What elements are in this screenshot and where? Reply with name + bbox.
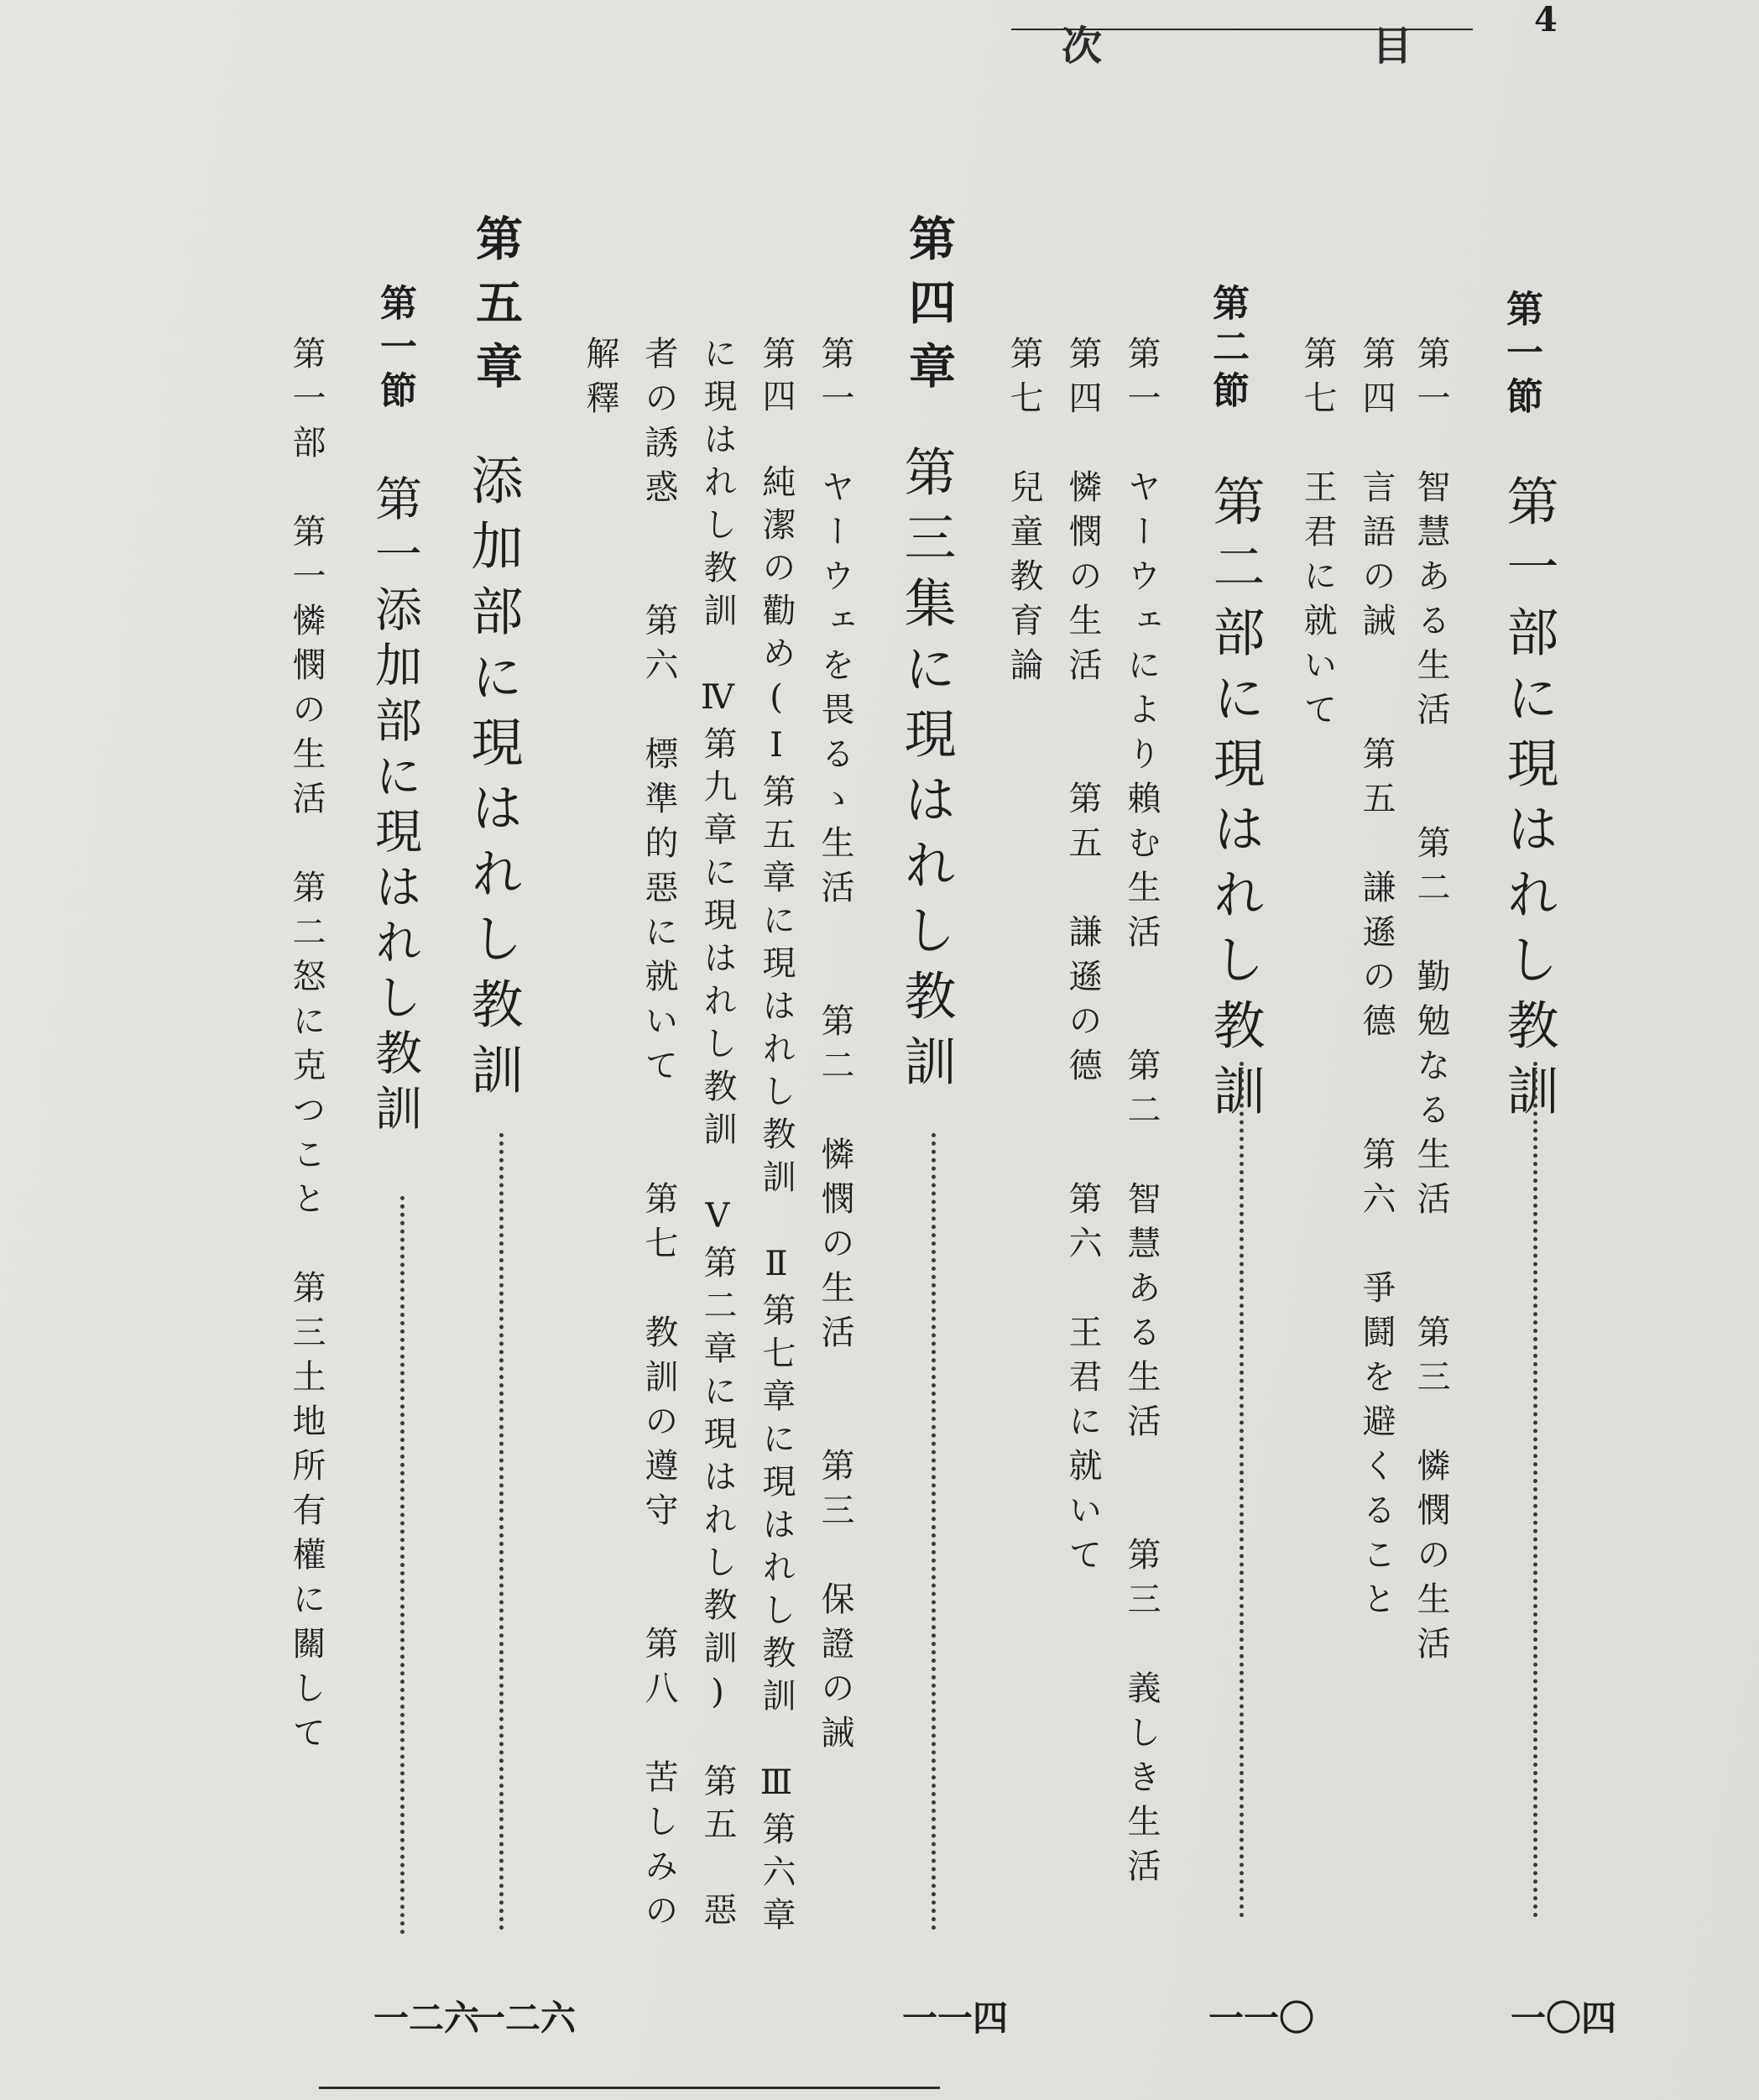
chapter-5-section-1-leader — [400, 1196, 405, 1935]
section-2-title: 第二部に現はれし教訓 — [1204, 474, 1266, 1129]
chapter-5-section-1-label: 第一節 — [373, 284, 416, 415]
section-1-line-3: 第七 王君に就いて — [1298, 336, 1337, 736]
chapter-5-section-1-title: 第一添加部に現はれし教訓 — [368, 474, 422, 1139]
chapter-4-line-5: 解釋 — [581, 336, 619, 425]
chapter-5-section-1-page: 一二六 — [373, 1998, 480, 2039]
section-1-page: 一〇四 — [1511, 1998, 1617, 2039]
page-number: 4 — [1534, 0, 1558, 39]
header-right-char: 目 — [1372, 23, 1413, 70]
chapter-4-line-4: 者の誘惑 第六 標準的惡に就いて 第七 教訓の遵守 第八 苦しみの — [639, 336, 678, 1937]
bottom-rule — [319, 2087, 940, 2089]
section-1-leader — [1533, 1062, 1537, 1918]
section-1-label: 第一節 — [1500, 290, 1542, 421]
section-2-line-3: 第七 兒童教育論 — [1005, 336, 1043, 692]
chapter-4-line-2: 第四 純潔の勸め(Ⅰ第五章に現はれし教訓 Ⅱ第七章に現はれし教訓 Ⅲ第六章 — [757, 336, 796, 1940]
chapter-5-page: 一二六 — [470, 1998, 577, 2039]
chapter-4-page: 一一四 — [902, 1998, 1009, 2039]
chapter-5-label: 第五章 — [468, 214, 523, 405]
section-2-line-2: 第四 憐憫の生活 第五 謙遜の德 第六 王君に就いて — [1063, 336, 1102, 1581]
chapter-4-leader — [932, 1133, 936, 1930]
chapter-4-title: 第三集に現はれし教訓 — [895, 445, 957, 1100]
chapter-5-section-1-line-1: 第一部 第一憐憫の生活 第二怒に克つこと 第三土地所有權に關して — [287, 336, 326, 1759]
header-rule — [1011, 23, 1473, 70]
section-2-page: 一一〇 — [1208, 1998, 1315, 2039]
header-left-char: 次 — [1062, 23, 1103, 70]
section-2-leader — [1240, 1062, 1244, 1918]
chapter-5-leader — [499, 1133, 504, 1930]
chapter-4-line-3: に現はれし教訓 Ⅳ第九章に現はれし教訓 Ⅴ第二章に現はれし教訓) 第五 惡 — [698, 336, 737, 1935]
section-1-title: 第一部に現はれし教訓 — [1498, 474, 1559, 1129]
section-1-line-2: 第四 言語の誡 第五 謙遜の德 第六 爭鬪を避くること — [1357, 336, 1396, 1626]
section-2-label: 第二節 — [1206, 284, 1249, 415]
chapter-5-title: 添加部に現はれし教訓 — [462, 453, 524, 1108]
section-1-line-1: 第一 智慧ある生活 第二 勤勉なる生活 第三 憐憫の生活 — [1412, 336, 1450, 1670]
section-2-line-1: 第一 ヤーウェにより賴む生活 第二 智慧ある生活 第三 義しき生活 — [1122, 336, 1161, 1893]
chapter-4-label: 第四章 — [901, 214, 956, 405]
chapter-4-line-1: 第一 ヤーウェを畏るゝ生活 第二 憐憫の生活 第三 保證の誡 — [816, 336, 854, 1759]
